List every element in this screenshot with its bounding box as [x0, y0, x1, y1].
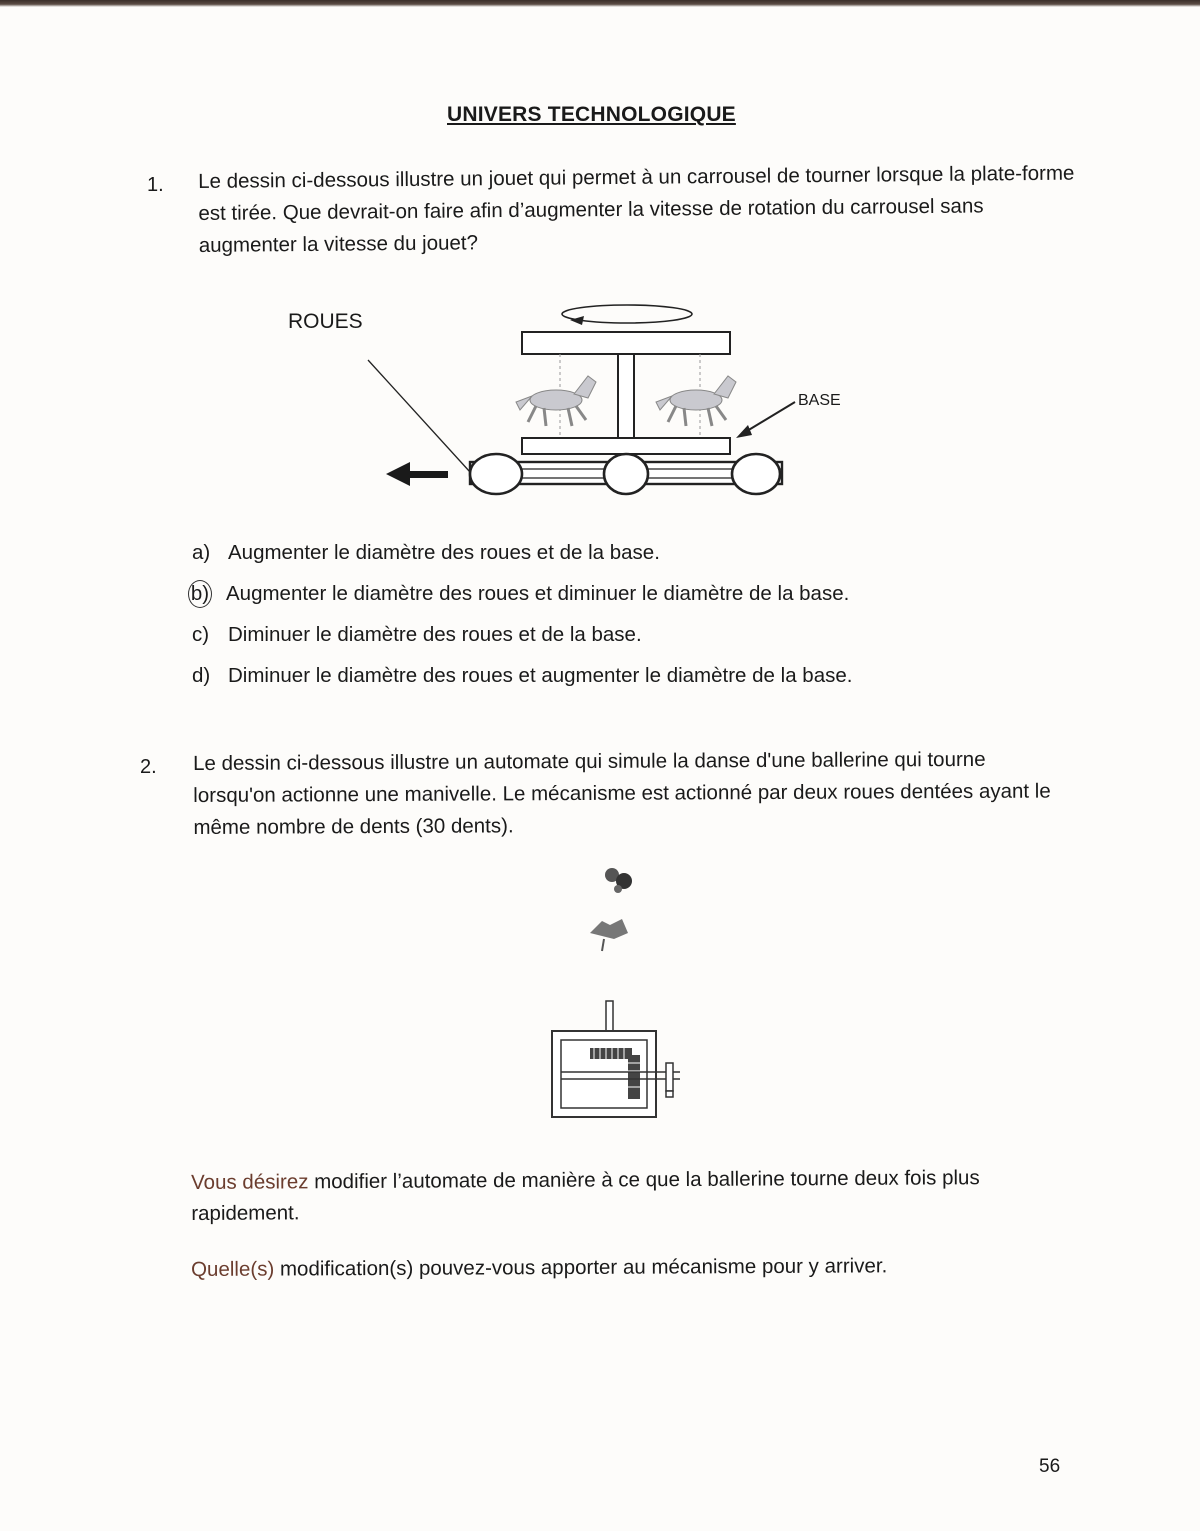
carousel-top: [522, 332, 730, 354]
question-1-text: Le dessin ci-dessous illustre un jouet qui permet à un carrousel de tourner lorsque la plate-forme est tirée. Que devrait-on faire afin d’augmenter la vitesse de rotation du carrousel sans augmenter la vitesse du jouet?: [198, 161, 1075, 257]
base-pointer-arrow: [736, 402, 795, 438]
choice-a[interactable]: [192, 536, 1012, 577]
crank-handle-icon: [666, 1063, 673, 1097]
carousel-base: [522, 438, 730, 454]
wheel-right: [732, 454, 780, 494]
question-2-number: 2.: [140, 756, 157, 778]
choice-c[interactable]: [192, 618, 1012, 659]
wheel-middle: [604, 454, 648, 494]
rotation-arrow-icon: [562, 305, 692, 325]
choice-letter: d): [192, 664, 211, 687]
question-2-followup-1: [191, 1162, 1071, 1229]
choice-text: Augmenter le diamètre des roues et de la base.: [228, 541, 660, 564]
ballerina-head-icon: [605, 868, 632, 893]
wheels-label: ROUES: [288, 310, 363, 333]
page-number: 56: [1039, 1456, 1061, 1477]
pull-direction-arrow-icon: [386, 462, 448, 486]
choice-letter: c): [192, 623, 210, 646]
horse-left-icon: [516, 376, 596, 426]
question-1-choices: [192, 536, 1012, 700]
wheels-pointer-line: [368, 360, 470, 472]
followup-2-lead: Quelle(s): [191, 1257, 275, 1281]
carousel-pole: [618, 354, 634, 438]
carousel-figure: [270, 290, 870, 510]
choice-text: Diminuer le diamètre des roues et de la base.: [228, 623, 642, 646]
question-2-followup-2: [191, 1249, 1071, 1285]
wheel-left: [470, 454, 522, 494]
choice-text: Augmenter le diamètre des roues et diminuer le diamètre de la base.: [226, 582, 850, 605]
base-label: BASE: [798, 392, 841, 409]
followup-2-rest: modification(s) pouvez-vous apporter au mécanisme pour y arriver.: [274, 1254, 888, 1281]
choice-b[interactable]: [192, 577, 1012, 618]
followup-1-lead: Vous désirez: [191, 1170, 309, 1194]
question-2-text: Le dessin ci-dessous illustre un automate qui simule la danse d'une ballerine qui tourne lorsqu'on actionne une manivelle. Le mécanisme est actionné par deux roues dentées ayant le même nombre de dents (30 dents).: [193, 747, 1051, 839]
choice-letter-circled: b): [188, 580, 212, 608]
ballerina-body-icon: [590, 919, 628, 951]
choice-letter: a): [192, 541, 211, 564]
automaton-rod: [606, 1001, 613, 1033]
horizontal-gear-icon: [590, 1048, 632, 1059]
choice-d[interactable]: [192, 659, 1012, 700]
horse-right-icon: [656, 376, 736, 426]
choice-text: Diminuer le diamètre des roues et augmenter le diamètre de la base.: [228, 664, 853, 687]
followup-1-rest: modifier l’automate de manière à ce que la ballerine tourne deux fois plus rapidement.: [191, 1166, 980, 1225]
vertical-gear-icon: [628, 1055, 640, 1099]
automaton-figure: [540, 855, 700, 1125]
question-1-number: 1.: [147, 174, 164, 196]
page-title: UNIVERS TECHNOLOGIQUE: [447, 103, 736, 126]
scan-edge-shadow: [0, 0, 1200, 7]
